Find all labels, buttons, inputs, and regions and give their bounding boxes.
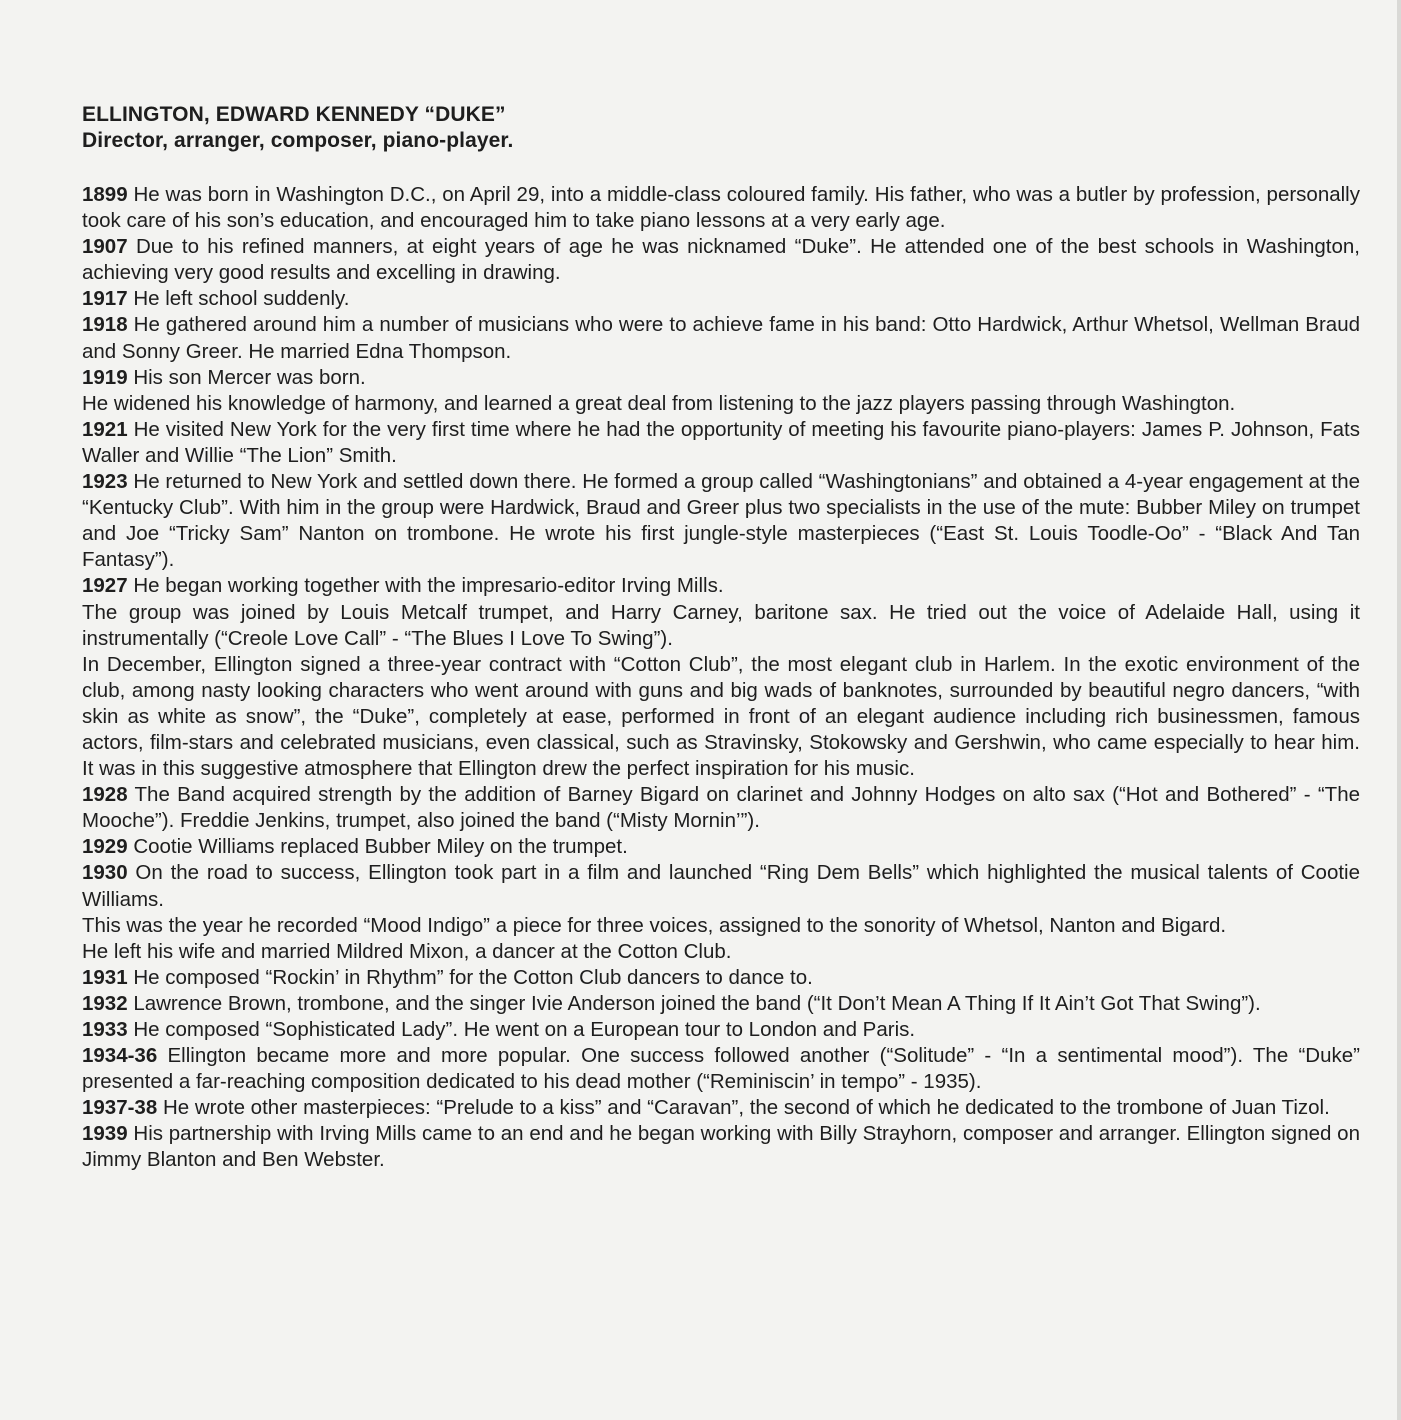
entry-year: 1899 xyxy=(82,183,128,206)
chronology-entry xyxy=(82,1095,1360,1121)
entry-text: He composed “Rockin’ in Rhythm” for the Cotton Club dancers to dance to. xyxy=(133,965,813,989)
entry-text: He visited New York for the very first time where he had the opportunity of meeting his favourite piano-players: James P. Johnson, Fats Waller and Willie “The Lion” Smith. xyxy=(82,417,1360,467)
chronology-entry xyxy=(82,965,1360,991)
chronology-entry xyxy=(82,939,1360,965)
entry-year: 1937-38 xyxy=(82,1096,158,1120)
entry-text: He left school suddenly. xyxy=(133,287,350,311)
entry-year: 1933 xyxy=(82,1018,128,1041)
entry-text: His partnership with Irving Mills came to an end and he began working with Billy Strayhorn, composer and arranger. Ellington signed on Jimmy Blanton and Ben Webster. xyxy=(82,1122,1360,1172)
entry-year: 1931 xyxy=(82,965,128,989)
artist-roles: Director, arranger, composer, piano-player. xyxy=(82,129,514,152)
entry-year: 1923 xyxy=(82,470,128,494)
entry-year: 1929 xyxy=(82,835,128,859)
biography-heading xyxy=(82,102,1360,154)
entry-text: The group was joined by Louis Metcalf trumpet, and Harry Carney, baritone sax. He tried out the voice of Adelaide Hall, using it instrumentally (“Creole Love Call” - “The Blues I Love To Swing”). xyxy=(82,600,1360,650)
entry-text: He returned to New York and settled down there. He formed a group called “Washingtonians” and obtained a 4-year engagement at the “Kentucky Club”. With him in the group were Hardwick, Braud and Greer plus two specialists in the use of the mute: Bubber Miley on trumpet and Joe “Tricky Sam” Nanton on trombone. He wrote his first jungle-style masterpieces (“East St. Louis Toodle-Oo” - “Black And Tan Fantasy”). xyxy=(82,470,1360,572)
chronology-entry xyxy=(82,234,1360,286)
chronology-entry xyxy=(82,182,1360,234)
entry-year: 1934-36 xyxy=(82,1044,158,1068)
chronology-entry xyxy=(82,913,1360,939)
chronology-entry xyxy=(82,1121,1360,1173)
entry-year: 1907 xyxy=(82,235,128,259)
entry-text: Due to his refined manners, at eight years of age he was nicknamed “Duke”. He attended one of the best schools in Washington, achieving very good results and excelling in drawing. xyxy=(82,235,1360,285)
entry-text: He began working together with the impresario-editor Irving Mills. xyxy=(133,574,724,598)
chronology-entry xyxy=(82,1043,1360,1095)
entry-text: Ellington became more and more popular. One success followed another (“Solitude” - “In a sentimental mood”). The “Duke” presented a far-reaching composition dedicated to his dead mother (“Reminiscin’ in tempo” - 1935). xyxy=(82,1044,1360,1094)
entry-text: He composed “Sophisticated Lady”. He went on a European tour to London and Paris. xyxy=(133,1018,916,1041)
chronology-entry xyxy=(82,417,1360,469)
chronology-entry xyxy=(82,600,1360,652)
entry-text: He wrote other masterpieces: “Prelude to a kiss” and “Caravan”, the second of which he dedicated to the trombone of Juan Tizol. xyxy=(162,1096,1330,1120)
entry-year: 1939 xyxy=(82,1122,128,1146)
entry-year: 1921 xyxy=(82,417,128,441)
chronology-entry xyxy=(82,652,1360,782)
chronology-entry xyxy=(82,860,1360,912)
entry-text: He gathered around him a number of musicians who were to achieve fame in his band: Otto Hardwick, Arthur Whetsol, Wellman Braud and Sonny Greer. He married Edna Thompson. xyxy=(82,313,1360,363)
entry-text: He widened his knowledge of harmony, and learned a great deal from listening to the jazz players passing through Washington. xyxy=(82,391,1236,415)
entry-text: He left his wife and married Mildred Mixon, a dancer at the Cotton Club. xyxy=(82,939,732,963)
entry-year: 1928 xyxy=(82,783,128,807)
chronology-entry xyxy=(82,365,1360,391)
artist-name: ELLINGTON, EDWARD KENNEDY “DUKE” xyxy=(82,103,506,126)
chronology xyxy=(82,182,1360,1174)
biography xyxy=(82,102,1360,1174)
chronology-entry xyxy=(82,469,1360,573)
chronology-entry xyxy=(82,286,1360,312)
entry-year: 1917 xyxy=(82,287,128,311)
chronology-entry xyxy=(82,782,1360,834)
entry-year: 1927 xyxy=(82,574,128,598)
entry-year: 1919 xyxy=(82,365,128,389)
entry-text: The Band acquired strength by the addition of Barney Bigard on clarinet and Johnny Hodges on alto sax (“Hot and Bothered” - “The Mooche”). Freddie Jenkins, trumpet, also joined the band (“Misty Mornin’”). xyxy=(82,783,1360,833)
entry-text: Lawrence Brown, trombone, and the singer Ivie Anderson joined the band (“It Don’t Mean A Thing If It Ain’t Got That Swing”). xyxy=(133,991,1261,1015)
entry-text: On the road to success, Ellington took part in a film and launched “Ring Dem Bells” which highlighted the musical talents of Cootie Williams. xyxy=(82,861,1360,911)
chronology-entry xyxy=(82,834,1360,860)
entry-text: This was the year he recorded “Mood Indigo” a piece for three voices, assigned to the sonority of Whetsol, Nanton and Bigard. xyxy=(82,913,1227,937)
chronology-entry xyxy=(82,991,1360,1017)
chronology-entry xyxy=(82,391,1360,417)
entry-year: 1918 xyxy=(82,313,128,337)
chronology-entry xyxy=(82,312,1360,364)
chronology-entry xyxy=(82,1017,1360,1043)
entry-text: He was born in Washington D.C., on April 29, into a middle-class coloured family. His father, who was a butler by profession, personally took care of his son’s education, and encouraged him to take piano lessons at a very early age. xyxy=(82,183,1360,233)
entry-text: In December, Ellington signed a three-year contract with “Cotton Club”, the most elegant club in Harlem. In the exotic environment of the club, among nasty looking characters who went around with guns and big wads of banknotes, surrounded by beautiful negro dancers, “with skin as white as snow”, the “Duke”, completely at ease, performed in front of an elegant audience including rich businessmen, famous actors, film-stars and celebrated musicians, even classical, such as Stravinsky, Stokowsky and Gershwin, who came especially to hear him. It was in this suggestive atmosphere that Ellington drew the perfect inspiration for his music. xyxy=(82,652,1360,781)
entry-text: His son Mercer was born. xyxy=(133,365,366,389)
entry-text: Cootie Williams replaced Bubber Miley on the trumpet. xyxy=(133,835,628,859)
entry-year: 1930 xyxy=(82,861,128,885)
entry-year: 1932 xyxy=(82,991,128,1015)
chronology-entry xyxy=(82,573,1360,599)
